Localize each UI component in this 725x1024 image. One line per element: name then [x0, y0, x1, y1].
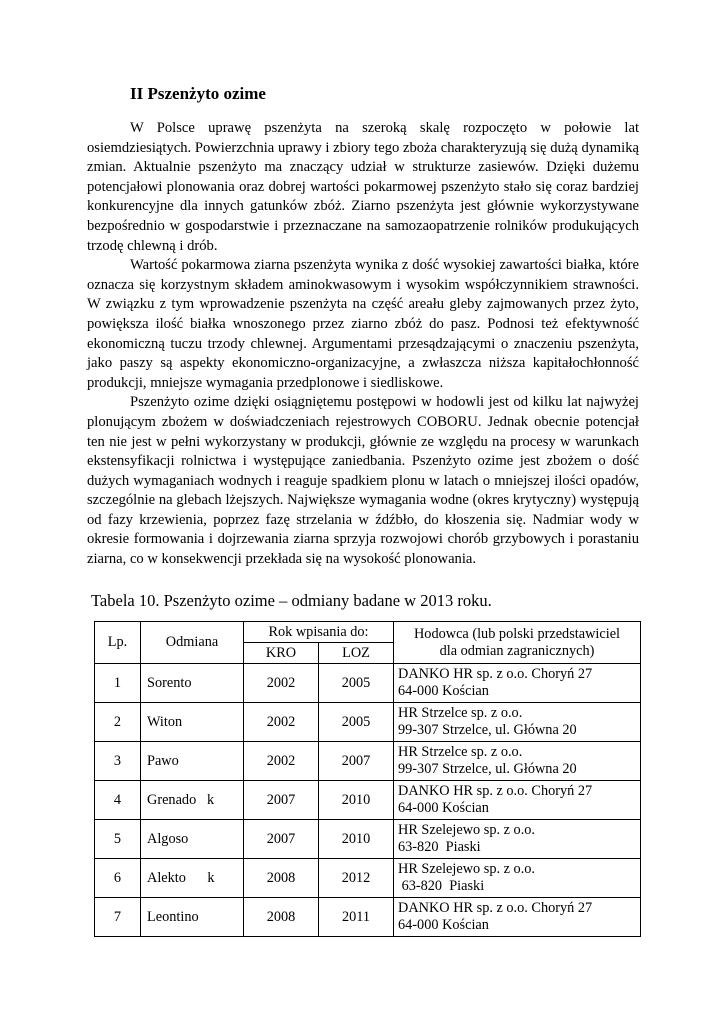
section-heading: II Pszenżyto ozime	[130, 84, 266, 103]
breeder-line2: 63-820 Piaski	[398, 839, 481, 855]
breeder-line1: DANKO HR sp. z o.o. Choryń 27	[398, 783, 593, 799]
cell-breeder	[394, 742, 641, 781]
table-row	[95, 898, 641, 937]
breeder-line2: 64-000 Kościan	[398, 683, 489, 699]
breeder-line2: 99-307 Strzelce, ul. Główna 20	[398, 722, 577, 738]
cell-variety: Algoso	[141, 820, 244, 859]
cell-lp: 6	[95, 859, 141, 898]
header-hodowca-line2: dla odmian zagranicznych)	[439, 642, 595, 659]
cell-kro: 2007	[244, 781, 319, 820]
breeder-line1: HR Strzelce sp. z o.o.	[398, 744, 523, 760]
cell-lp: 4	[95, 781, 141, 820]
cell-variety: Witon	[141, 703, 244, 742]
breeder-line1: DANKO HR sp. z o.o. Choryń 27	[398, 900, 593, 916]
table-caption: Tabela 10. Pszenżyto ozime – odmiany badane w 2013 roku.	[91, 591, 492, 610]
cell-loz: 2011	[319, 898, 394, 937]
paragraph-1: W Polsce uprawę pszenżyta na szeroką skalę rozpoczęto w połowie lat osiemdziesiątych. Powierzchnia uprawy i zbiory tego zboża charakteryzują się dużą dynamiką zmian. Aktualnie pszenżyto ma znaczący udział w strukturze zasiewów. Dzięki dużemu potencjałowi plonowania oraz dobrej wartości pokarmowej pszenżyto stało się coraz bardziej konkurencyjne dla innych gatunków zbóż. Ziarno pszenżyta jest głównie wykorzystywane bezpośrednio w gospodarstwie i przeznaczane na samozaopatrzenie rolników produkujących trzodę chlewną i drób.	[87, 120, 639, 254]
paragraph-2: Wartość pokarmowa ziarna pszenżyta wynika z dość wysokiej zawartości białka, które oznacza się korzystnym składem aminokwasowym i wysokim współczynnikiem strawności. W związku z tym wprowadzenie pszenżyta na część areału gleby zajmowanych przez żyto, powiększa ilość białka wnoszonego przez ziarno zbóż do pasz. Podnosi też efektywność ekonomiczną tuczu trzody chlewnej. Argumentami przesądzającymi o znaczeniu pszenżyta, jako paszy są aspekty ekonomiczno-organizacyjne, a zwłaszcza niższa kapitałochłonność produkcji, mniejsze wymagania przedplonowe i siedliskowe.	[87, 257, 639, 391]
cell-kro: 2008	[244, 859, 319, 898]
breeder-line2: 99-307 Strzelce, ul. Główna 20	[398, 761, 577, 777]
table-row	[95, 703, 641, 742]
cell-loz: 2005	[319, 703, 394, 742]
breeder-line1: HR Szelejewo sp. z o.o.	[398, 822, 535, 838]
body-text	[87, 119, 639, 570]
cell-breeder	[394, 820, 641, 859]
table-row	[95, 781, 641, 820]
table-row	[95, 820, 641, 859]
breeder-line2: 64-000 Kościan	[398, 800, 489, 816]
cell-loz: 2010	[319, 820, 394, 859]
breeder-line2: 64-000 Kościan	[398, 917, 489, 933]
header-loz: LOZ	[319, 643, 394, 664]
cell-kro: 2007	[244, 820, 319, 859]
breeder-line1: HR Szelejewo sp. z o.o.	[398, 861, 535, 877]
header-kro: KRO	[244, 643, 319, 664]
breeder-line1: HR Strzelce sp. z o.o.	[398, 705, 523, 721]
cell-kro: 2002	[244, 664, 319, 703]
header-hodowca	[394, 622, 641, 664]
cell-lp: 1	[95, 664, 141, 703]
cell-variety: Grenado k	[141, 781, 244, 820]
cell-lp: 7	[95, 898, 141, 937]
breeder-line1: DANKO HR sp. z o.o. Choryń 27	[398, 666, 593, 682]
cell-breeder	[394, 664, 641, 703]
cell-loz: 2005	[319, 664, 394, 703]
cell-loz: 2010	[319, 781, 394, 820]
cell-breeder	[394, 859, 641, 898]
cell-variety: Pawo	[141, 742, 244, 781]
cell-lp: 2	[95, 703, 141, 742]
cell-variety: Leontino	[141, 898, 244, 937]
cell-kro: 2002	[244, 703, 319, 742]
cell-kro: 2008	[244, 898, 319, 937]
cell-kro: 2002	[244, 742, 319, 781]
cell-breeder	[394, 703, 641, 742]
breeder-line2: 63-820 Piaski	[398, 878, 485, 894]
cell-loz: 2012	[319, 859, 394, 898]
varieties-table	[94, 621, 641, 937]
header-hodowca-line1: Hodowca (lub polski przedstawiciel	[413, 625, 621, 642]
table-row	[95, 859, 641, 898]
cell-loz: 2007	[319, 742, 394, 781]
cell-variety: Sorento	[141, 664, 244, 703]
table-row	[95, 742, 641, 781]
cell-lp: 5	[95, 820, 141, 859]
paragraph-3: Pszenżyto ozime dzięki osiągniętemu postępowi w hodowli jest od kilku lat najwyżej plonującym zbożem w doświadczeniach rejestrowych COBORU. Jednak obecnie potencjał ten nie jest w pełni wykorzystany w produkcji, głównie ze względu na procesy w warunkach ekstensyfikacji rolnictwa i występujące zaniedbania. Pszenżyto ozime jest zbożem o dość dużych wymaganiach wodnych i reaguje spadkiem plonu w latach o mniejszej ilości opadów, szczególnie na glebach lżejszych. Największe wymagania wodne (okres krytyczny) występują od fazy krzewienia, poprzez fazę strzelania w źdźbło, do kłoszenia się. Nadmiar wody w okresie formowania i dojrzewania ziarna sprzyja rozwojowi chorób grzybowych i porastaniu ziarna, co w konsekwencji przekłada się na wysokość plonowania.	[87, 394, 639, 568]
header-rok: Rok wpisania do:	[244, 622, 394, 643]
cell-breeder	[394, 781, 641, 820]
header-lp: Lp.	[95, 622, 141, 664]
cell-variety: Alekto k	[141, 859, 244, 898]
cell-lp: 3	[95, 742, 141, 781]
table-row	[95, 664, 641, 703]
header-odmiana: Odmiana	[141, 622, 244, 664]
cell-breeder	[394, 898, 641, 937]
